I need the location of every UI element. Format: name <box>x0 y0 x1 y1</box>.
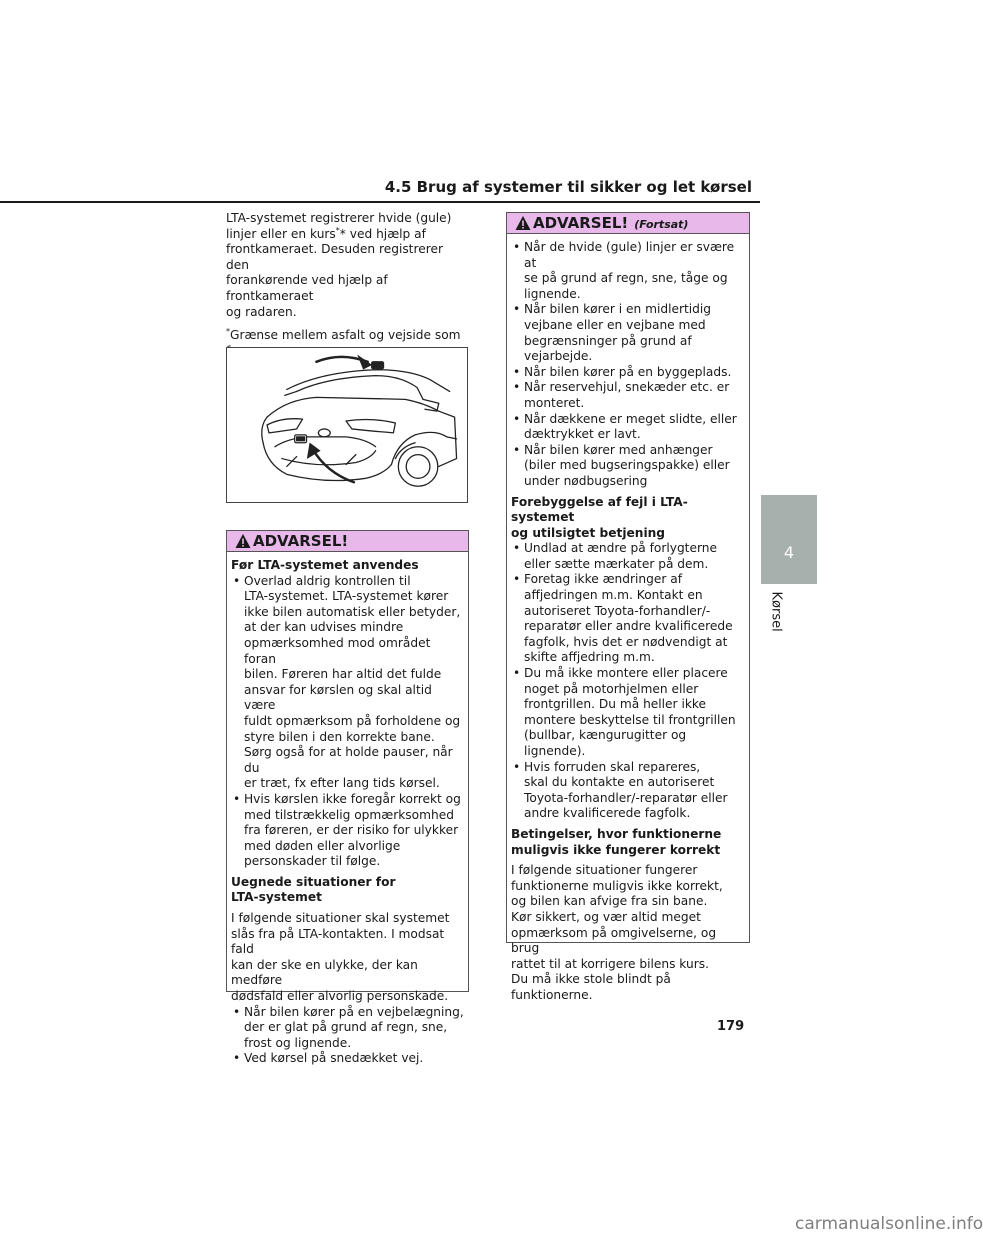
list-item: • Du må ikke montere eller placere noget på motorhjelmen eller frontgrillen. Du må heller ikke montere beskyttelse til frontgrillen (bullbar, kængurugitter og lignende). <box>511 666 745 760</box>
list-item: • Undlad at ændre på forlygterne eller sætte mærkater på dem. <box>511 541 745 572</box>
car-sensor-illustration <box>226 347 468 503</box>
warning-subheading: Betingelser, hvor funktionerne muligvis ikke fungerer korrekt <box>511 826 722 857</box>
list-item: • Når bilen kører på en vejbelægning, der er glat på grund af regn, sne, frost og lignende. <box>231 1005 464 1052</box>
list-item: • Hvis kørslen ikke foregår korrekt og med tilstrækkelig opmærksomhed fra føreren, er der risiko for ulykker med døden eller alvorlige personskader til følge. <box>231 792 464 870</box>
list-item: • Foretag ikke ændringer af affjedringen m.m. Kontakt en autoriseret Toyota-forhandler/- reparatør eller andre kvalificerede fagfolk, hvis det er nødvendigt at skifte affjedring m.m. <box>511 572 745 666</box>
continued-label: (Fortsat) <box>634 218 689 231</box>
list-item: • Når reservehjul, snekæder etc. er monteret. <box>511 380 745 411</box>
warning-bullets <box>231 574 464 870</box>
warning-body <box>507 234 749 1008</box>
intro-line-with-footnote: linjer eller en kurs** ved hjælp af <box>226 225 426 241</box>
warning-box-continued <box>506 212 750 1002</box>
warning-subheading: Forebyggelse af fejl i LTA-systemet og utilsigtet betjening <box>511 494 688 540</box>
warning-subheading: Før LTA-systemet anvendes <box>231 558 419 572</box>
list-item: • Når dækkene er meget slidte, eller dæktrykket er lavt. <box>511 412 745 443</box>
intro-line: forankørende ved hjælp af frontkameraet <box>226 273 388 303</box>
warning-box <box>226 530 469 1066</box>
intro-line: LTA-systemet registrerer hvide (gule) <box>226 211 452 225</box>
list-item: • Når bilen kører på en byggeplads. <box>511 365 745 381</box>
warning-bullets <box>511 541 745 822</box>
chapter-title: 4.5 Brug af systemer til sikker og let kørsel <box>384 178 752 196</box>
chapter-header <box>0 170 760 203</box>
warning-triangle-icon <box>235 533 251 549</box>
watermark: carmanualsonline.info <box>795 1214 983 1234</box>
warning-bullets <box>511 240 745 490</box>
warning-title: ADVARSEL! <box>533 214 629 232</box>
list-item: • Overlad aldrig kontrollen til LTA-systemet. LTA-systemet kører ikke bilen automatisk eller betyder, at der kan udvises mindre opmærksomhed mod området foran bilen. Føreren har altid det fulde ansvar for kørslen og skal altid være fuldt opmærksom på forholdene og styre bilen i den korrekte bane. Sørg også for at holde pauser, når du er træt, fx efter lang tids kørsel. <box>231 574 464 792</box>
warning-title: ADVARSEL! <box>253 532 349 550</box>
list-item: • Ved kørsel på snedækket vej. <box>231 1051 464 1067</box>
intro-line: og radaren. <box>226 304 297 319</box>
intro-line: frontkameraet. Desuden registrerer den <box>226 242 443 272</box>
warning-triangle-icon <box>515 215 531 231</box>
page-number: 179 <box>717 1019 745 1034</box>
warning-header <box>227 531 468 552</box>
list-item: • Når bilen kører i en midlertidig vejbane eller en vejbane med begrænsninger på grund af vejarbejde. <box>511 302 745 364</box>
footnote: *Grænse mellem asfalt og vejside som <box>226 327 461 343</box>
warning-body <box>227 552 468 1071</box>
warning-paragraph: I følgende situationer skal systemet slås fra på LTA-kontakten. I modsat fald kan der ske en ulykke, der kan medføre dødsfald eller alvorlig personskade. <box>231 911 450 1004</box>
chapter-tab-number: 4 <box>783 543 795 562</box>
chapter-tab-label-wrap <box>768 592 788 652</box>
warning-paragraph: I følgende situationer fungerer funktionerne muligvis ikke korrekt, og bilen kan afvige fra sin bane. Kør sikkert, og vær altid meget opmærksom på omgivelserne, og brug rattet til at korrigere bilens kurs. Du må ikke stole blindt på funktionerne. <box>511 863 723 1002</box>
car-drawing <box>227 348 467 502</box>
warning-subheading: Uegnede situationer for LTA-systemet <box>231 874 396 905</box>
list-item: • Når bilen kører med anhænger (biler med bugseringspakke) eller under nødbugsering <box>511 443 745 490</box>
warning-bullets <box>231 1005 464 1067</box>
warning-header <box>507 213 749 234</box>
list-item: • Når de hvide (gule) linjer er svære at se på grund af regn, sne, tåge og lignende. <box>511 240 745 302</box>
chapter-tab-label: Kørsel <box>768 591 784 632</box>
chapter-tab[interactable] <box>761 495 817 584</box>
list-item: • Hvis forruden skal repareres, skal du kontakte en autoriseret Toyota-forhandler/-reparatør eller andre kvalificerede fagfolk. <box>511 760 745 822</box>
